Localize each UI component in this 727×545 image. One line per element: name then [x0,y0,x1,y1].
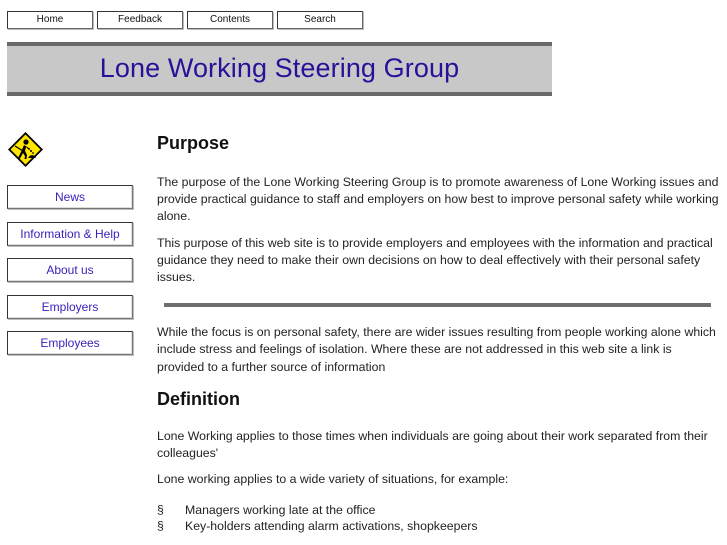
sidebar-item-employees[interactable]: Employees [7,331,133,355]
definition-paragraph-2: Lone working applies to a wide variety of situations, for example: [157,472,509,487]
top-navigation [7,11,363,29]
nav-feedback-button[interactable]: Feedback [97,11,183,29]
section-divider [164,303,711,307]
sidebar-item-employers[interactable]: Employers [7,295,133,319]
site-title: Lone Working Steering Group [99,52,460,83]
purpose-paragraph-2: This purpose of this web site is to provide employers and employees with the information and practical guidance they need to make their own decisions on how to deal effectively with their personal safety issues. [157,235,713,285]
purpose-heading: Purpose [157,133,230,153]
sidebar-item-about-us[interactable]: About us [7,258,133,282]
men-at-work-sign-icon [7,131,44,168]
focus-paragraph: While the focus is on personal safety, there are wider issues resulting from people working alone which include stress and feelings of isolation. Where these are not addressed in this web site a link is provided to a further source of information [157,325,716,374]
nav-home-button[interactable]: Home [7,11,93,29]
site-banner [7,42,552,96]
nav-search-button[interactable]: Search [277,11,363,29]
sidebar-item-information-help[interactable]: Information & Help [7,222,133,246]
purpose-paragraph-1: The purpose of the Lone Working Steering Group is to promote awareness of Lone Working issues and provide practical guidance to staff and employers on how best to improve personal safety while working alone. [157,175,719,224]
sidebar-item-news[interactable]: News [7,185,133,209]
nav-contents-button[interactable]: Contents [187,11,273,29]
definition-paragraph-1: Lone Working applies to those times when individuals are going about their work separated from their colleagues' [157,428,708,461]
section-sign-bullet-icon: § [157,503,164,518]
definition-heading: Definition [157,388,240,409]
list-item [157,502,719,518]
side-navigation [7,185,133,368]
examples-list [157,502,719,534]
list-item-text: Managers working late at the office [185,503,376,518]
list-item-text: Key-holders attending alarm activations, shopkeepers [185,519,478,534]
section-sign-bullet-icon: § [157,519,164,534]
main-content [157,132,719,534]
list-item [157,518,719,534]
